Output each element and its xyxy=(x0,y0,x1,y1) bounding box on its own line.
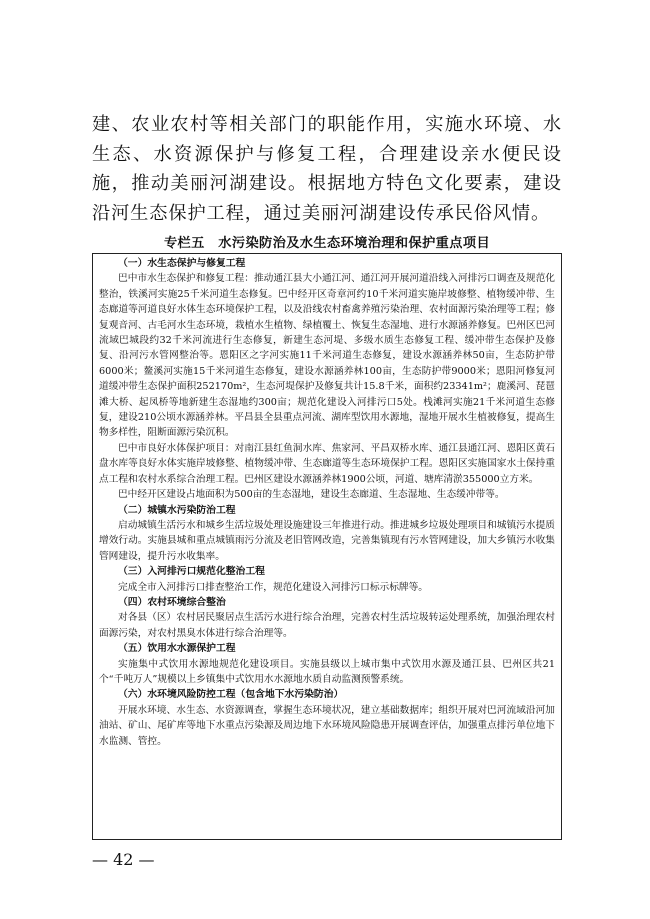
section-2 xyxy=(99,503,555,565)
box-title: 专栏五 水污染防治及水生态环境治理和保护重点项目 xyxy=(163,236,491,251)
section-paragraph: 实施集中式饮用水源地规范化建设项目。实施县级以上城市集中式饮用水源及通江县、巴州区共21个“千吨万人”规模以上乡镇集中式饮用水水源地水质自动监测预警系统。 xyxy=(99,658,555,685)
section-heading: （一）水生态保护与修复工程 xyxy=(118,258,246,269)
section-heading: （二）城镇水污染防治工程 xyxy=(118,504,236,516)
section-5 xyxy=(99,641,555,687)
page-number: — 42 — xyxy=(92,850,155,869)
intro-text-block xyxy=(92,110,562,228)
section-heading: （六）水环境风险防控工程（包含地下水污染防治） xyxy=(118,689,344,701)
section-heading: （三）入河排污口规范化整治工程 xyxy=(118,566,265,578)
section-paragraph: 巴中市良好水体保护项目：对南江县红鱼洞水库、焦家河、平昌双桥水库、通江县通江河、恩阳区黄石盘水库等良好水体实施岸坡修整、植物缓冲带、生态廊道等生态环境保护工程。恩阳区实施国家水土保持重点工程和农村水系综合治理工程。巴州区建设水源涵养林1900公顷，河道、塘库清淤355000立方米。 xyxy=(99,442,555,485)
section-paragraph: 完成全市入河排污口排查整治工作，规范化建设入河排污口标示标牌等。 xyxy=(118,581,428,593)
special-column-box xyxy=(92,253,562,840)
section-paragraph: 巴中经开区建设占地面积为500亩的生态湿地，建设生态廊道、生态湿地、生态缓冲带等。 xyxy=(118,489,505,501)
section-paragraph: 开展水环境、水生态、水资源调查，掌握生态环境状况，建立基础数据库；组织开展对巴河流域沿河加油站、矿山、尾矿库等地下水重点污染源及周边地下水环境风险隐患开展调查评估，加强重点排污单位地下水监测、管控。 xyxy=(99,704,555,747)
section-heading: （四）农村环境综合整治 xyxy=(118,596,226,608)
section-paragraph: 启动城镇生活污水和城乡生活垃圾处理设施建设三年推进行动。推进城乡垃圾处理项目和城镇污水提质增效行动。实施县城和重点城镇雨污分流及老旧管网改造，完善集镇现有污水管网建设，加大乡镇污水收集管网建设，提升污水收集率。 xyxy=(99,519,555,562)
section-heading: （五）饮用水水源保护工程 xyxy=(118,643,236,655)
intro-paragraph: 建、农业农村等相关部门的职能作用，实施水环境、水生态、水资源保护与修复工程，合理建设亲水便民设施，推动美丽河湖建设。根据地方特色文化要素，建设沿河生态保护工程，通过美丽河湖建设传承民俗风情。 xyxy=(92,114,562,224)
section-4 xyxy=(99,595,555,641)
section-paragraph: 对各县（区）农村居民聚居点生活污水进行综合治理，完善农村生活垃圾转运处理系统，加强治理农村面源污染，对农村黑臭水体进行综合治理等。 xyxy=(99,612,555,639)
section-1 xyxy=(99,256,555,503)
section-paragraph: 巴中市水生态保护和修复工程：推动通江县大小通江河、通江河开展河道沿线入河排污口调查及规范化整治，铁溪河实施25千米河道生态修复。巴中经开区奇章河约10千米河道实施岸坡修整、植物缓冲带、生态廊道等河道良好水体生态环境保护工程，以及沿线农村畜禽养殖污染治理、农村面源污染治理等工程；修复观音河、古毛河水生态环境，栽植水生植物、绿植覆土、恢复生态湿地、进行水源涵养修复。巴州区巴河流域巴城段约32千米河流进行生态修复，新建生态河堤、多级水质生态修复工程、缓冲带生态保护及修复、沿河污水管网整治等。恩阳区之字河实施11千米河道生态修复，建设水源涵养林50亩，生态防护带6000米；鳌溪河实施15千米河道生态修复，建设水源涵养林100亩，生态防护带9000米；恩阳河修复河道缓冲带生态保护面积252170m²，生态河堤保护及修复共计15.8千米，面积约23341m²；鹿溪河、琵琶滩大桥、起凤桥等地新建生态湿地约300亩；规范化建设入河排污口5处。栈滩河实施21千米河道生态修复，建设210公顷水源涵养林。平昌县全县重点河流、湖库型饮用水源地，湿地开展水生植被修复，提高生物多样性，阻断面源污染沉积。 xyxy=(99,273,555,439)
section-3 xyxy=(99,564,555,595)
section-6 xyxy=(99,687,555,749)
